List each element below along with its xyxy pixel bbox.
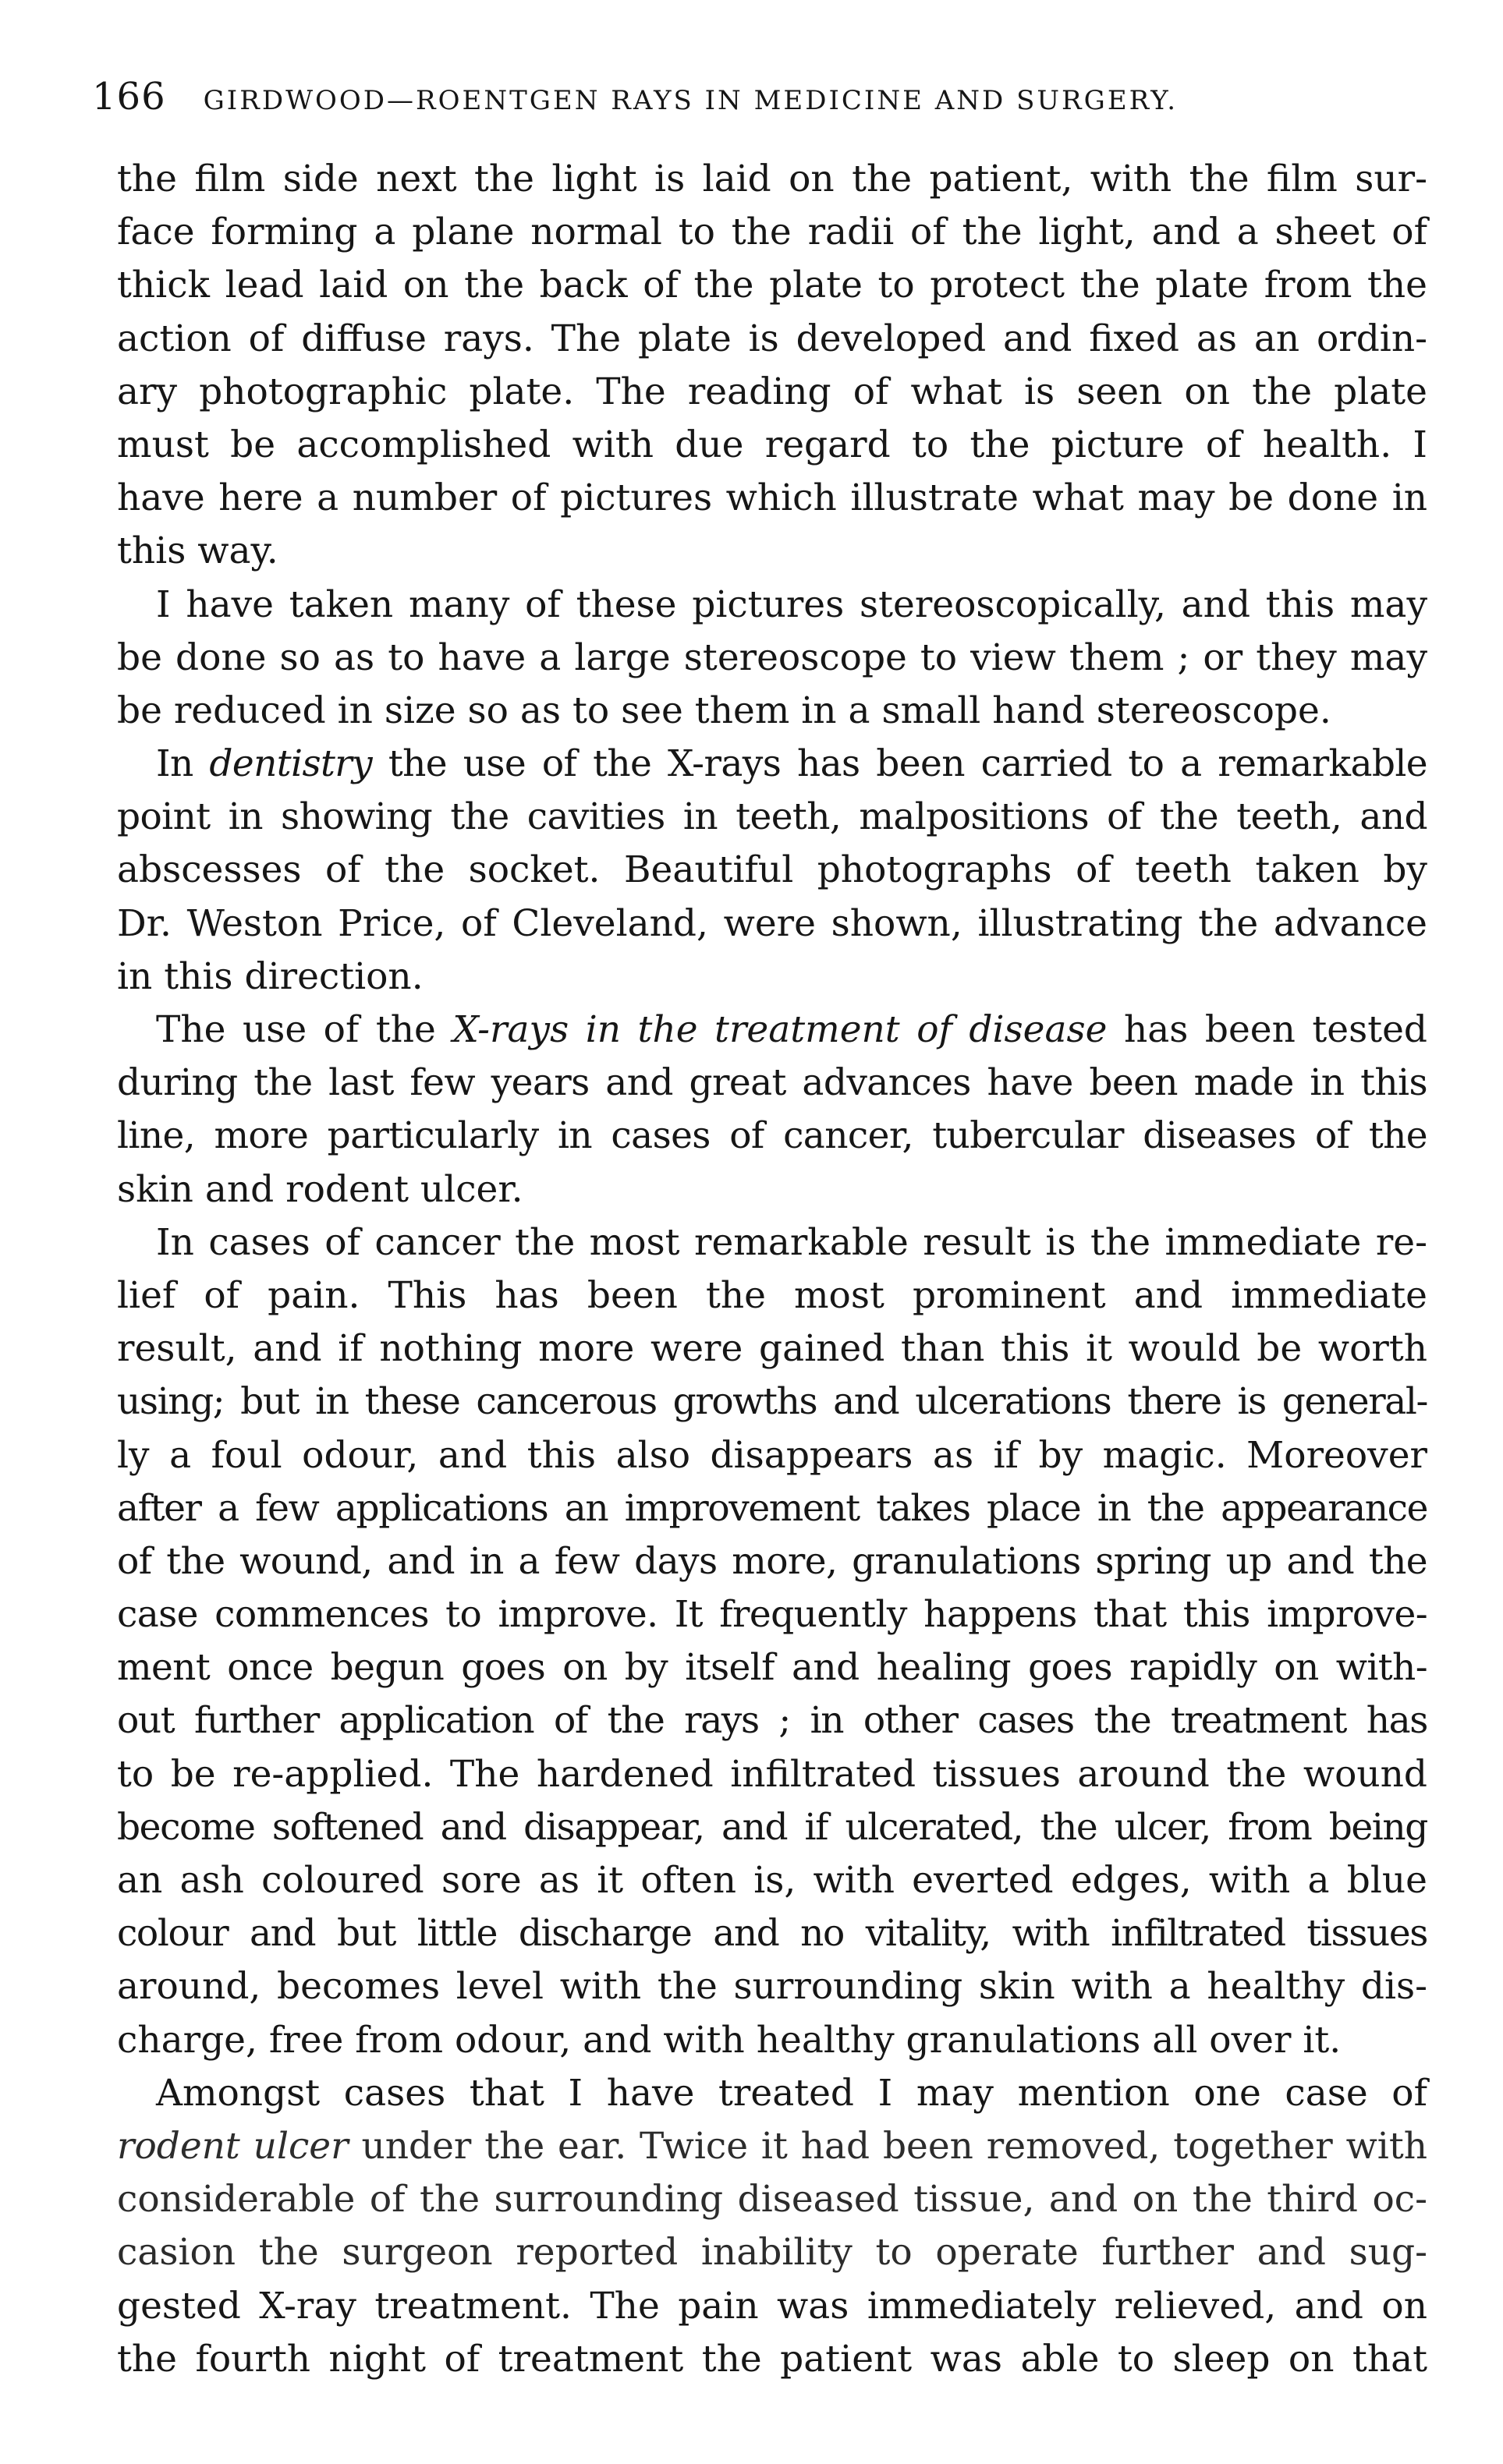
text-line: action of diffuse rays. The plate is developed and fixed as an ordin- [117, 317, 1427, 360]
italic-term: dentistry [209, 742, 373, 786]
text-line: after a few applications an improvement takes place in the appearance [117, 1486, 1427, 1530]
text-line: Amongst cases that I have treated I may mention one case of [156, 2071, 1427, 2115]
text-line: case commences to improve. It frequently happens that this improve- [117, 1593, 1427, 1637]
text-line: be reduced in size so as to see them in a small hand stereoscope. [117, 689, 1331, 732]
text-line: charge, free from odour, and with healthy granulations all over it. [117, 2018, 1342, 2062]
text-line: out further application of the rays ; in other cases the treatment has [117, 1699, 1427, 1743]
text-line: face forming a plane normal to the radii of the light, and a sheet of [117, 211, 1427, 254]
text-line: the fourth night of treatment the patient was able to sleep on that [117, 2337, 1427, 2381]
running-title: GIRDWOOD—ROENTGEN RAYS IN MEDICINE AND SURGERY. [203, 85, 1179, 116]
page-number: 166 [92, 75, 166, 119]
text-line: Dr. Weston Price, of Cleveland, were shown, illustrating the advance [117, 901, 1427, 945]
text-line: must be accomplished with due regard to the picture of health. I [117, 423, 1427, 466]
text-line: result, and if nothing more were gained than this it would be worth [117, 1327, 1427, 1371]
body-text [117, 153, 1427, 2386]
text-line: be done so as to have a large stereoscope to view them ; or they may [117, 635, 1427, 679]
text-line: ary photographic plate. The reading of what is seen on the plate [117, 370, 1427, 413]
text-line: this way. [117, 529, 278, 573]
text-line: of the wound, and in a few days more, granulations spring up and the [117, 1539, 1427, 1583]
text-line: to be re-applied. The hardened infiltrated tissues around the wound [117, 1752, 1427, 1796]
text-line: the film side next the light is laid on the patient, with the film sur- [117, 158, 1427, 200]
text-line: I have taken many of these pictures stereoscopically, and this may [156, 582, 1427, 626]
text-line: an ash coloured sore as it often is, with everted edges, with a blue [117, 1859, 1427, 1902]
text-line: considerable of the surrounding diseased tissue, and on the third oc- [117, 2178, 1427, 2221]
text-run: In [156, 742, 210, 786]
text-line: colour and but little discharge and no vitality, with infiltrated tissues [117, 1912, 1427, 1956]
text-line: during the last few years and great advances have been made in this [117, 1061, 1427, 1105]
text-line: using; but in these cancerous growths and ulcerations there is general- [117, 1380, 1427, 1424]
text-line-dentistry [117, 738, 1427, 791]
text-run: The use of the [156, 1008, 453, 1051]
italic-term: X-rays in the treatment of disease [452, 1008, 1108, 1051]
text-line: skin and rodent ulcer. [117, 1167, 523, 1211]
running-head [92, 75, 1340, 122]
text-line: abscesses of the socket. Beautiful photographs of teeth taken by [117, 848, 1427, 892]
text-line-rodent-ulcer [117, 2120, 1427, 2173]
text-line: line, more particularly in cases of cancer, tubercular diseases of the [117, 1114, 1427, 1158]
italic-term: rodent ulcer [117, 2124, 349, 2168]
text-run: under the ear. Twice it had been removed, together with [348, 2124, 1427, 2168]
text-line: point in showing the cavities in teeth, malpositions of the teeth, and [117, 795, 1427, 839]
text-line: thick lead laid on the back of the plate to protect the plate from the [117, 264, 1427, 307]
text-line: have here a number of pictures which illustrate what may be done in [117, 476, 1427, 520]
text-line: become softened and disappear, and if ulcerated, the ulcer, from being [117, 1805, 1427, 1849]
text-line: in this direction. [117, 954, 424, 998]
text-line-treatment [117, 1004, 1427, 1057]
text-line: around, becomes level with the surrounding skin with a healthy dis- [117, 1965, 1427, 2009]
text-run: has been tested [1107, 1008, 1427, 1051]
text-line: gested X-ray treatment. The pain was immediately relieved, and on [117, 2284, 1427, 2328]
text-line: ment once begun goes on by itself and healing goes rapidly on with- [117, 1646, 1427, 1690]
text-line: lief of pain. This has been the most prominent and immediate [117, 1273, 1427, 1317]
text-run: the use of the X-rays has been carried to a remarkable [372, 742, 1427, 786]
text-line: ly a foul odour, and this also disappears as if by magic. Moreover [117, 1433, 1427, 1477]
text-line: casion the surgeon reported inability to operate further and sug- [117, 2231, 1427, 2275]
text-line: In cases of cancer the most remarkable result is the immediate re- [156, 1220, 1427, 1264]
